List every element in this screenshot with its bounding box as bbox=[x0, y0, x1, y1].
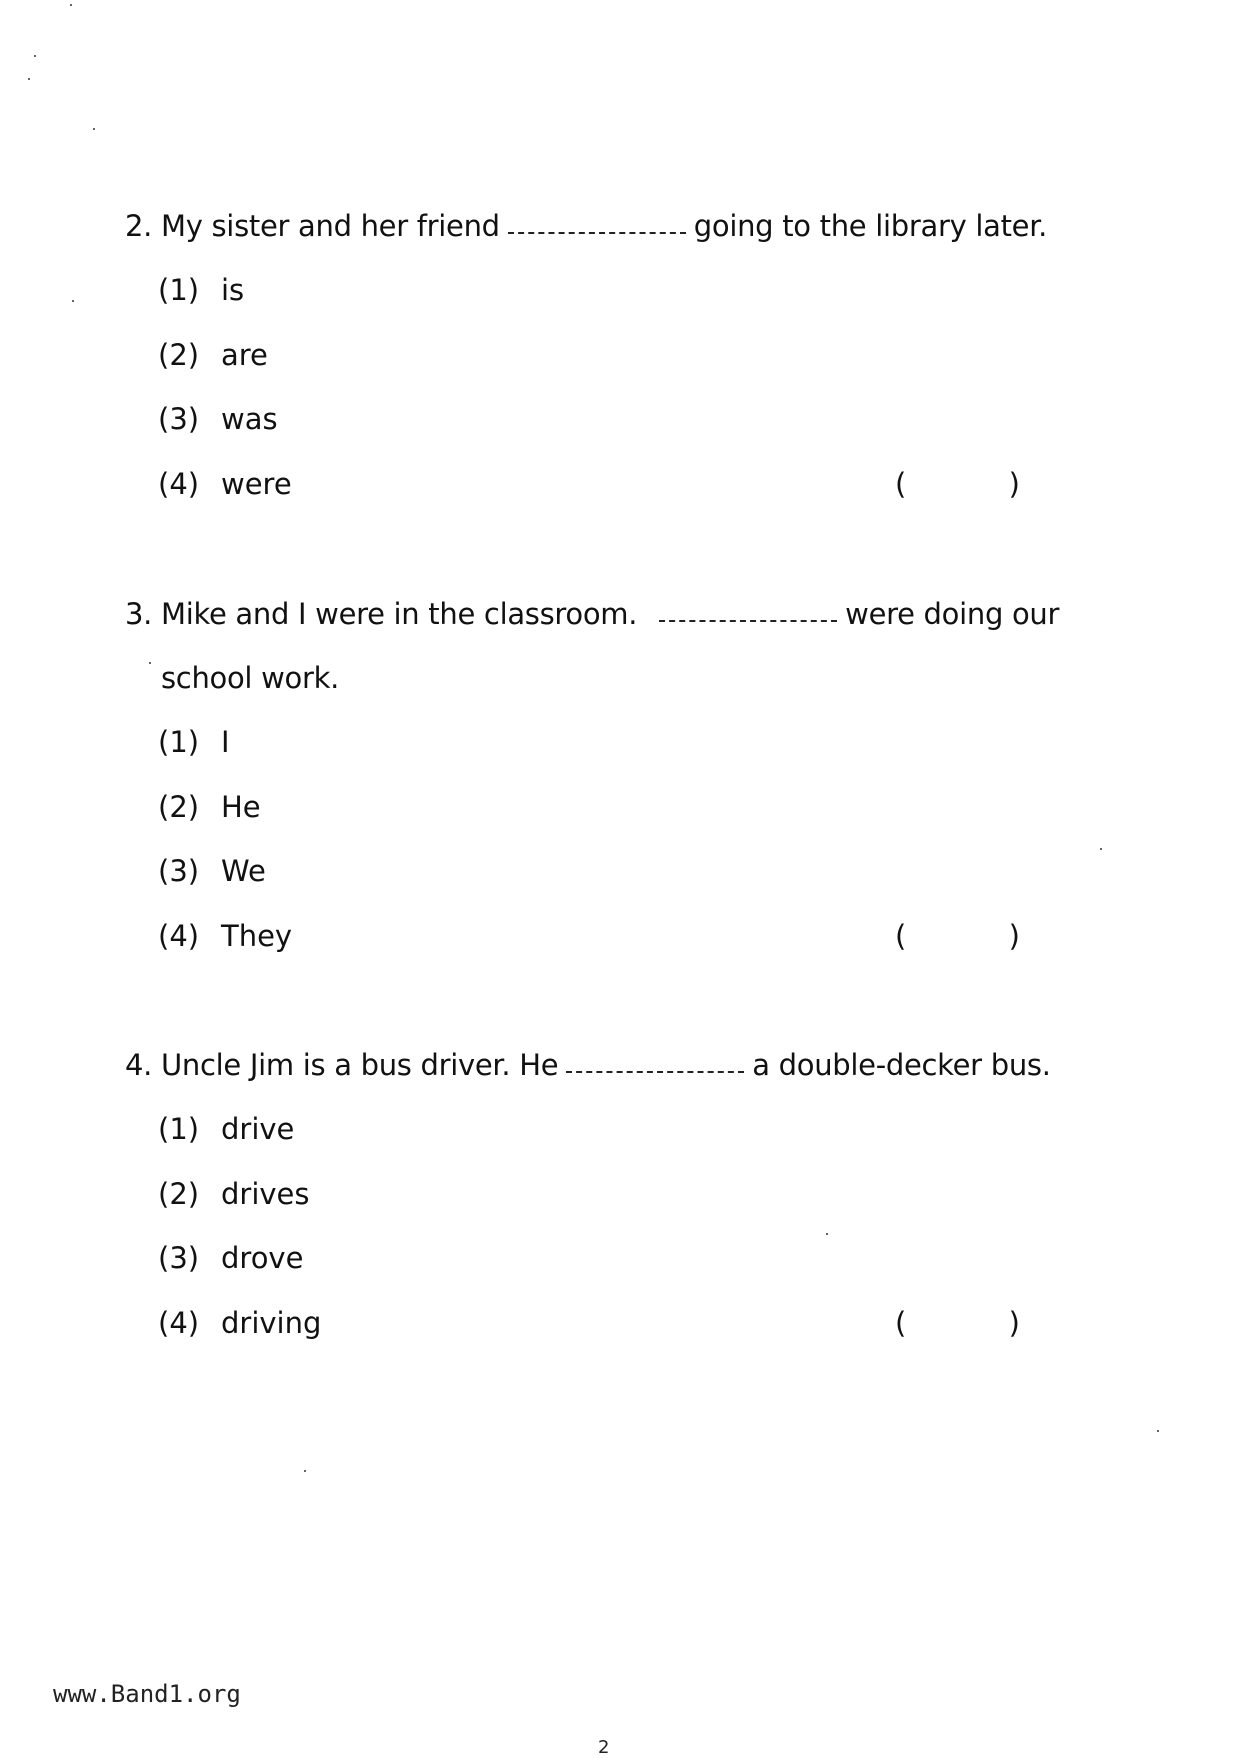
scan-speck bbox=[34, 55, 36, 57]
option-number: (4) bbox=[158, 1305, 200, 1340]
question-text-after-blank: a double-decker bus. bbox=[752, 1048, 1051, 1082]
option-item bbox=[125, 452, 1045, 517]
scan-speck bbox=[304, 1470, 306, 1472]
question-text-before-blank: Uncle Jim is a bus driver. He bbox=[161, 1048, 559, 1082]
option-number: (2) bbox=[158, 337, 200, 372]
question-3 bbox=[125, 582, 1060, 968]
option-number: (3) bbox=[158, 402, 200, 436]
option-item bbox=[125, 904, 1045, 969]
option-text: We bbox=[221, 854, 266, 888]
scan-speck bbox=[72, 300, 74, 302]
option-item bbox=[125, 839, 1045, 904]
option-item bbox=[125, 1226, 1045, 1291]
question-text-before-blank: My sister and her friend bbox=[161, 209, 500, 243]
option-item bbox=[125, 1162, 1045, 1227]
option-text: They bbox=[221, 918, 293, 953]
question-text-continuation: school work. bbox=[161, 661, 339, 695]
option-text: were bbox=[221, 466, 292, 501]
option-item bbox=[125, 1291, 1045, 1356]
option-text: I bbox=[221, 725, 230, 759]
option-text: drives bbox=[221, 1176, 310, 1211]
option-list bbox=[125, 1097, 1045, 1355]
option-number: (1) bbox=[158, 725, 200, 759]
option-number: (2) bbox=[158, 1176, 200, 1211]
option-item bbox=[125, 258, 1045, 323]
question-text-before-blank: Mike and I were in the classroom. bbox=[161, 597, 638, 631]
question-2 bbox=[125, 194, 1048, 516]
option-list bbox=[125, 258, 1045, 516]
question-stem bbox=[125, 582, 1060, 646]
answer-blank bbox=[659, 618, 837, 622]
answer-bracket-open: ( bbox=[895, 466, 907, 501]
scan-speck bbox=[826, 1233, 828, 1235]
option-list bbox=[125, 710, 1045, 968]
answer-bracket-open: ( bbox=[895, 1305, 907, 1340]
option-number: (1) bbox=[158, 273, 200, 307]
option-number: (4) bbox=[158, 466, 200, 501]
option-number: (3) bbox=[158, 1241, 200, 1275]
option-number: (4) bbox=[158, 918, 200, 953]
answer-bracket-close: ) bbox=[1008, 466, 1020, 501]
scan-speck bbox=[28, 78, 30, 80]
footer-url: www.Band1.org bbox=[53, 1680, 241, 1708]
option-item bbox=[125, 710, 1045, 775]
page-number: 2 bbox=[598, 1737, 610, 1758]
option-number: (3) bbox=[158, 854, 200, 888]
scan-speck bbox=[1100, 848, 1102, 850]
scan-speck bbox=[149, 662, 151, 664]
option-item bbox=[125, 387, 1045, 452]
option-text: He bbox=[221, 789, 261, 824]
option-number: (1) bbox=[158, 1112, 200, 1146]
answer-bracket-close: ) bbox=[1008, 1305, 1020, 1340]
option-text: was bbox=[221, 402, 278, 436]
question-4 bbox=[125, 1033, 1051, 1355]
answer-blank bbox=[566, 1069, 744, 1073]
answer-bracket-close: ) bbox=[1008, 918, 1020, 953]
option-text: drove bbox=[221, 1241, 304, 1275]
question-number: 2. bbox=[125, 209, 153, 243]
question-stem bbox=[125, 1033, 1051, 1097]
answer-blank bbox=[508, 230, 686, 234]
option-text: driving bbox=[221, 1305, 322, 1340]
scan-speck bbox=[93, 128, 95, 130]
answer-bracket-open: ( bbox=[895, 918, 907, 953]
question-stem bbox=[125, 194, 1048, 258]
scan-speck bbox=[1157, 1430, 1159, 1432]
option-text: are bbox=[221, 337, 268, 372]
question-text-after-blank: going to the library later. bbox=[693, 209, 1048, 243]
question-number: 4. bbox=[125, 1048, 153, 1082]
question-number: 3. bbox=[125, 597, 153, 631]
question-text-after-blank: were doing our bbox=[845, 597, 1060, 631]
option-text: drive bbox=[221, 1112, 295, 1146]
option-number: (2) bbox=[158, 789, 200, 824]
option-item bbox=[125, 775, 1045, 840]
option-text: is bbox=[221, 273, 245, 307]
option-item bbox=[125, 323, 1045, 388]
scan-speck bbox=[70, 4, 72, 6]
option-item bbox=[125, 1097, 1045, 1162]
